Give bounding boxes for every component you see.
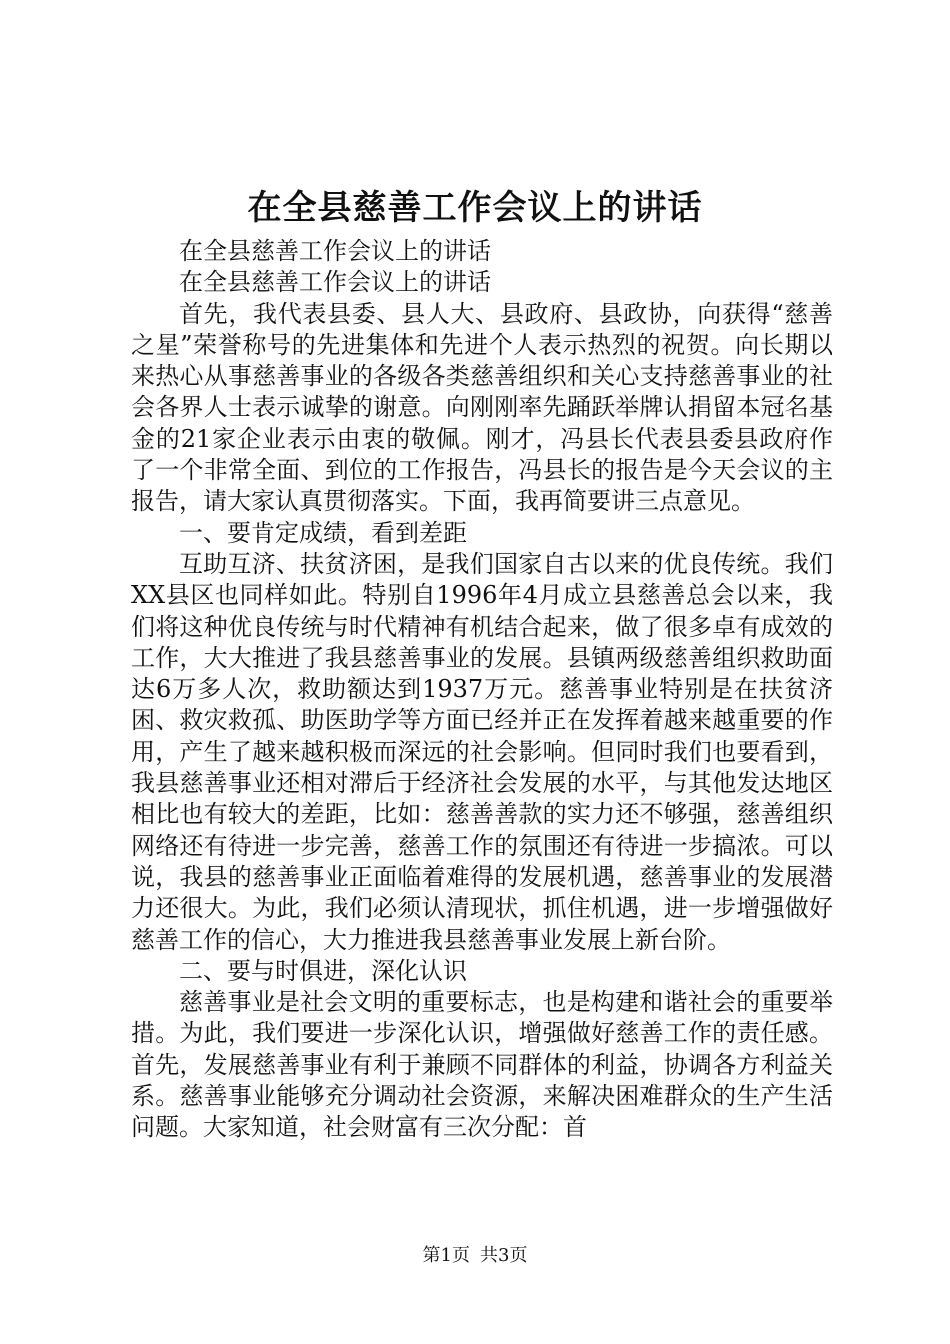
subtitle-line: 在全县慈善工作会议上的讲话 [179, 237, 491, 265]
subtitle-line: 在全县慈善工作会议上的讲话 [179, 268, 491, 297]
document-body [131, 236, 833, 1144]
page-total: 共3页 [480, 1245, 528, 1266]
page-number: 第1页 [422, 1245, 470, 1266]
paragraph: 首先，我代表县委、县人大、县政府、县政协，向获得“慈善之星”荣誉称号的先进集体和先进个人表示热烈的祝贺。向长期以来热心从事慈善事业的各级各类慈善组织和关心支持慈善事业的社会各界人士表示诚挚的谢意。向刚刚率先踊跃举牌认捐留本冠名基金的21家企业表示由衷的敬佩。刚才，冯县长代表县委县政府作了一个非常全面、到位的工作报告，冯县长的报告是今天会议的主报告，请大家认真贯彻落实。下面，我再简要讲三点意见。 [131, 299, 833, 516]
document-title: 在全县慈善工作会议上的讲话 [247, 188, 703, 228]
paragraph: 慈善事业是社会文明的重要标志，也是构建和谐社会的重要举措。为此，我们要进一步深化认识，增强做好慈善工作的责任感。首先，发展慈善事业有利于兼顾不同群体的利益，协调各方利益关系。慈善事业能够充分调动社会资源，来解决困难群众的生产生活问题。大家知道，社会财富有三次分配：首 [131, 988, 833, 1142]
section-heading: 二、要与时俱进，深化认识 [179, 956, 467, 985]
page-footer [0, 1244, 950, 1268]
paragraph: 互助互济、扶贫济困，是我们国家自古以来的优良传统。我们XX县区也同样如此。特别自1996年4月成立县慈善总会以来，我们将这种优良传统与时代精神有机结合起来，做了很多卓有成效的工作，大大推进了我县慈善事业的发展。县镇两级慈善组织救助面达6万多人次，救助额达到1937万元。慈善事业特别是在扶贫济困、救灾救孤、助医助学等方面已经并正在发挥着越来越重要的作用，产生了越来越积极而深远的社会影响。但同时我们也要看到，我县慈善事业还相对滞后于经济社会发展的水平，与其他发达地区相比也有较大的差距，比如：慈善善款的实力还不够强，慈善组织网络还有待进一步完善，慈善工作的氛围还有待进一步搞浓。可以说，我县的慈善事业正面临着难得的发展机遇，慈善事业的发展潜力还很大。为此，我们必须认清现状，抓住机遇，进一步增强做好慈善工作的信心，大力推进我县慈善事业发展上新台阶。 [131, 549, 833, 954]
section-heading: 一、要肯定成绩，看到差距 [179, 518, 467, 547]
